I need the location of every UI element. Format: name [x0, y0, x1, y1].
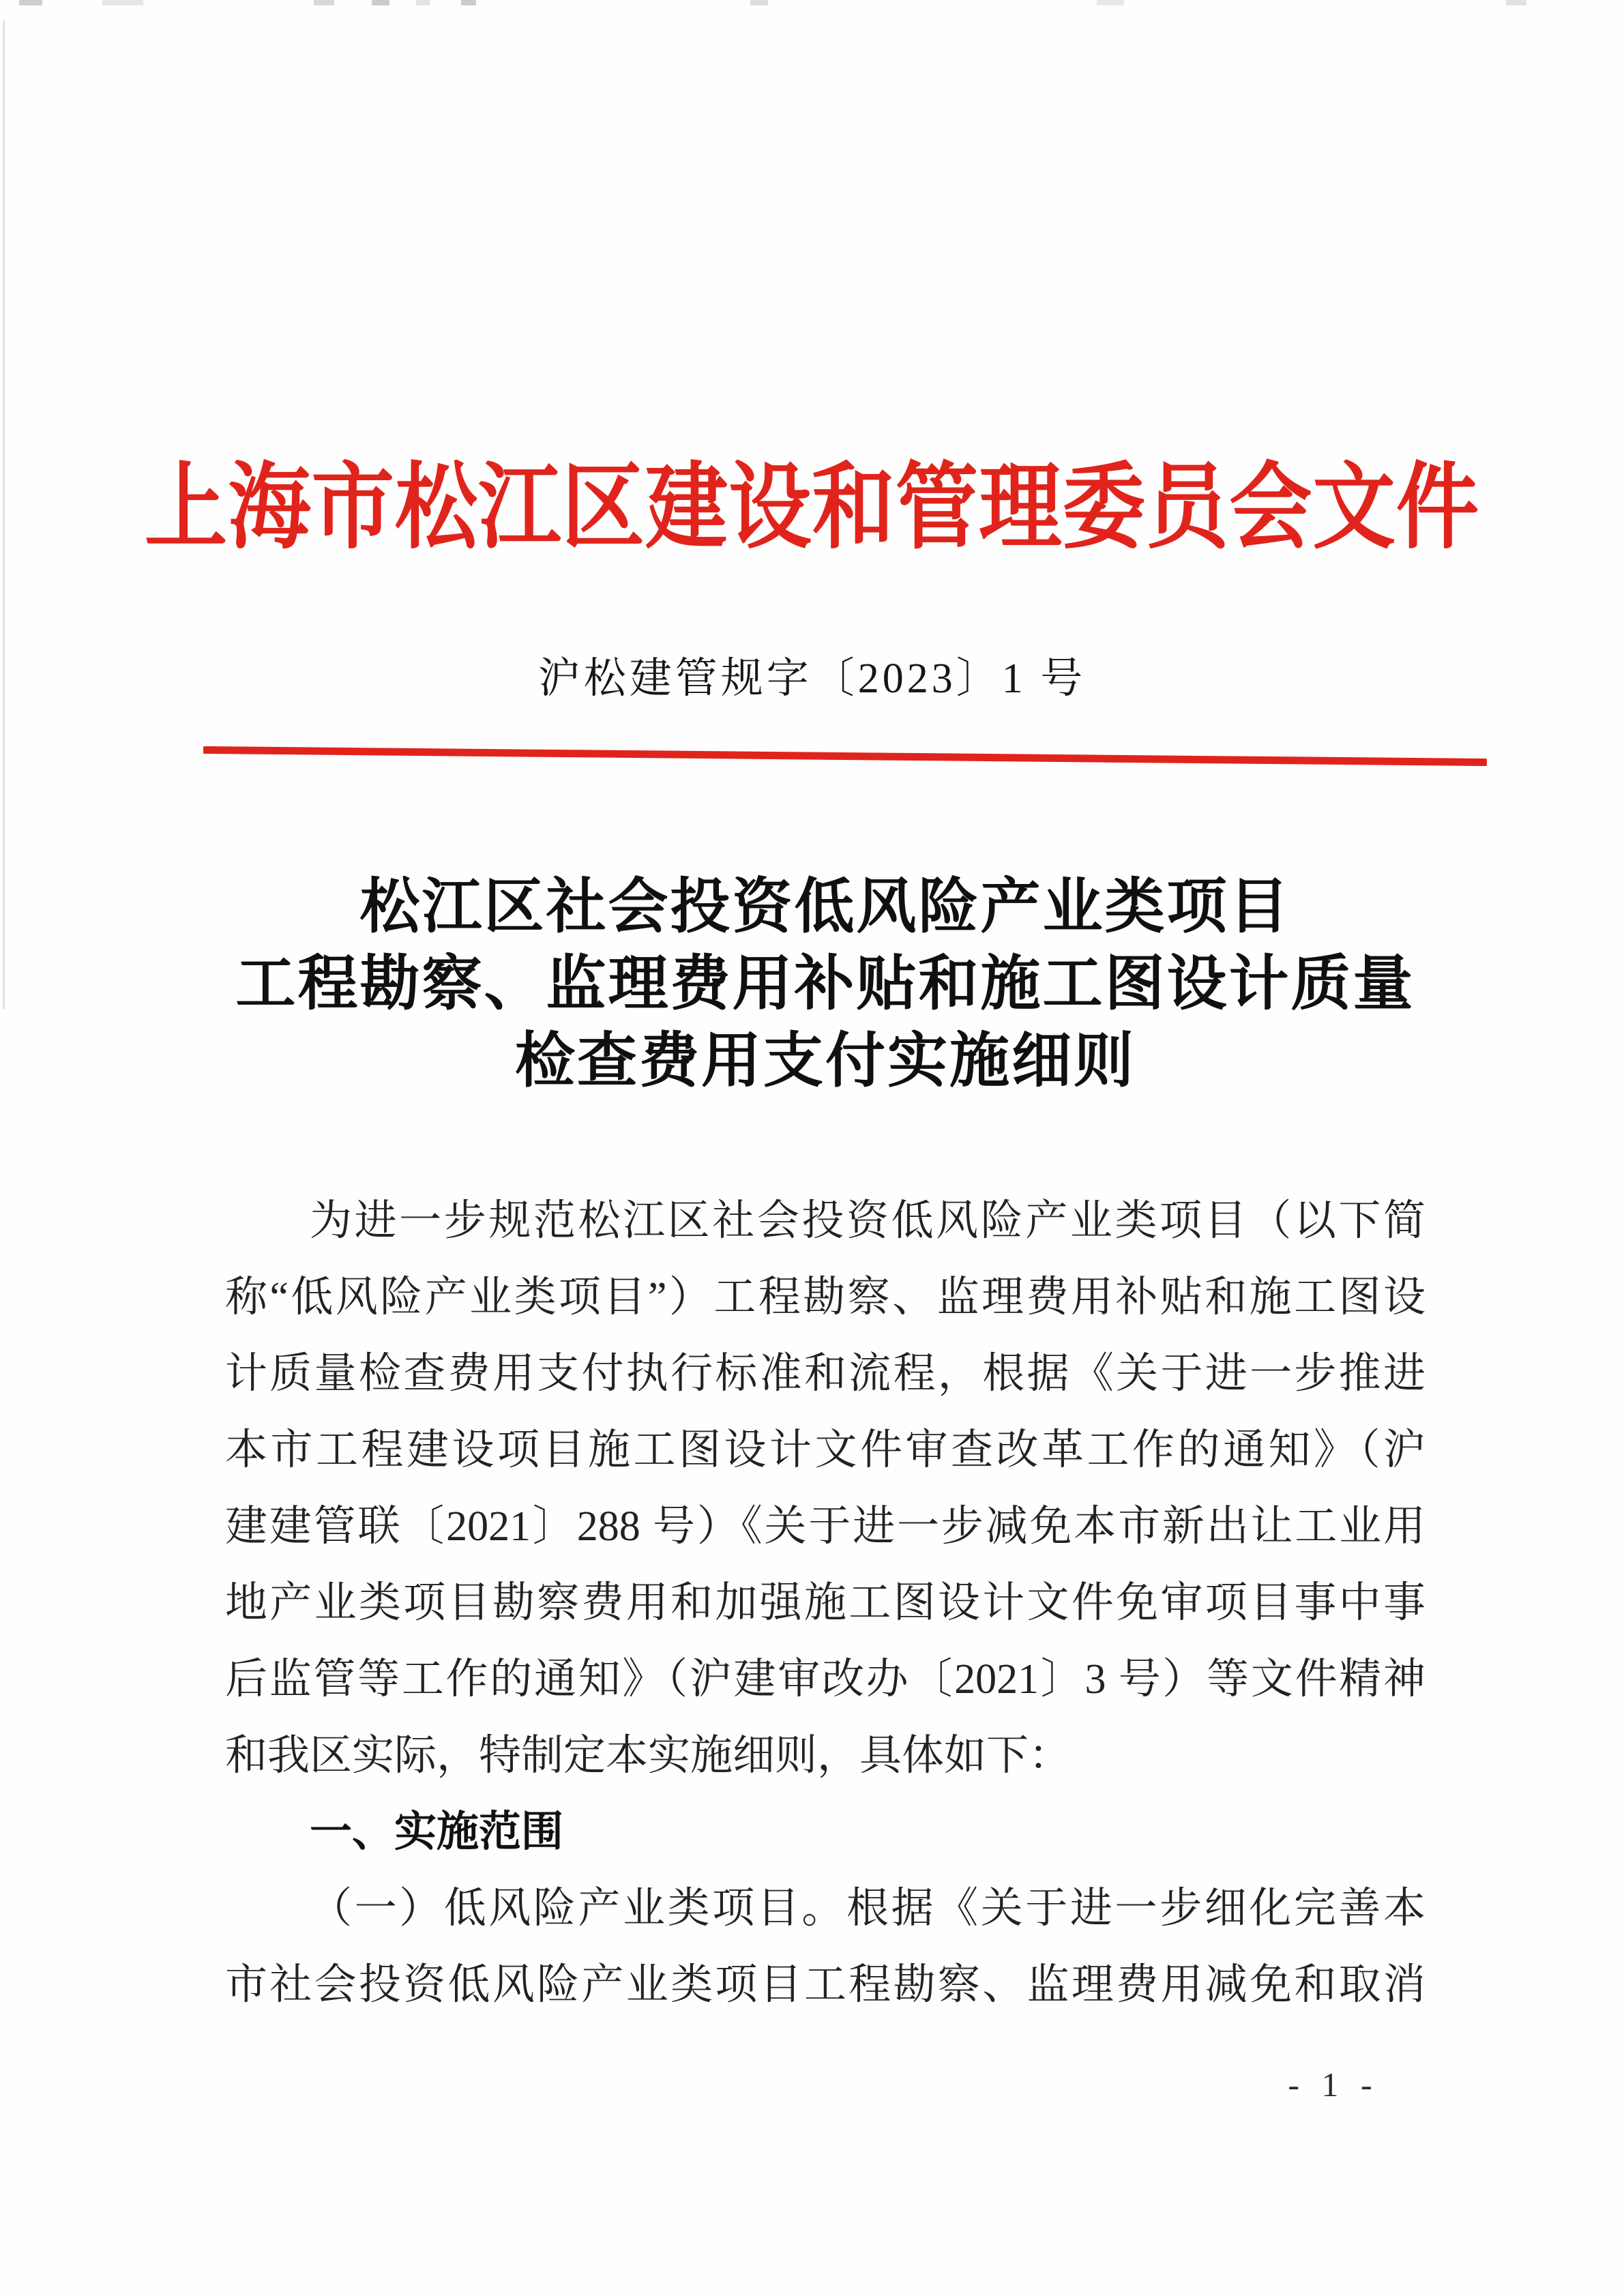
body-text-line: 和我区实际，特制定本实施细则，具体如下： [225, 1733, 1072, 1779]
body-text-line: （一）低风险产业类项目。根据《关于进一步细化完善本 [310, 1885, 1426, 1932]
document-title-line: 松江区社会投资低风险产业类项目 [359, 872, 1291, 940]
document-title-line: 检查费用支付实施细则 [514, 1027, 1136, 1094]
document-body [225, 1183, 1426, 2023]
scan-artifact [372, 0, 389, 5]
body-text-line: 建建管联〔2021〕288 号）《关于进一步减免本市新出让工业用 [225, 1503, 1426, 1550]
body-text-line: 本市工程建设项目施工图设计文件审查改革工作的通知》（沪 [225, 1427, 1426, 1473]
document-reference-number: 沪松建管规字〔2023〕1 号 [537, 656, 1087, 702]
scan-artifact [1506, 0, 1526, 5]
body-text-line: 为进一步规范松江区社会投资低风险产业类项目（以下简 [310, 1198, 1426, 1244]
scan-artifact [19, 0, 42, 5]
document-title [225, 868, 1426, 1099]
body-text-line: 地产业类项目勘察费用和加强施工图设计文件免审项目事中事 [225, 1580, 1426, 1626]
page-number: - 1 - [1288, 2065, 1379, 2104]
scan-artifact [102, 0, 143, 5]
letterhead-org-title: 上海市松江区建设和管理委员会文件 [144, 456, 1480, 560]
scan-artifact [1097, 0, 1124, 5]
scan-artifact [750, 0, 768, 5]
body-text-line: 市社会投资低风险产业类项目工程勘察、监理费用减免和取消 [225, 1962, 1426, 2008]
document-title-line: 工程勘察、监理费用补贴和施工图设计质量 [235, 950, 1415, 1017]
scan-artifact [461, 0, 476, 5]
scan-edge-line [3, 20, 5, 1010]
body-text-line: 后监管等工作的通知》（沪建审改办〔2021〕3 号）等文件精神 [225, 1656, 1426, 1703]
body-text-line: 称“低风险产业类项目”）工程勘察、监理费用补贴和施工图设 [225, 1274, 1426, 1321]
scan-artifact [314, 0, 334, 5]
scan-artifact [416, 0, 430, 5]
body-text-line: 计质量检查费用支付执行标准和流程，根据《关于进一步推进 [225, 1351, 1426, 1397]
letterhead-divider-line [203, 746, 1487, 766]
section-heading-implementation-scope: 一、实施范围 [310, 1808, 564, 1855]
